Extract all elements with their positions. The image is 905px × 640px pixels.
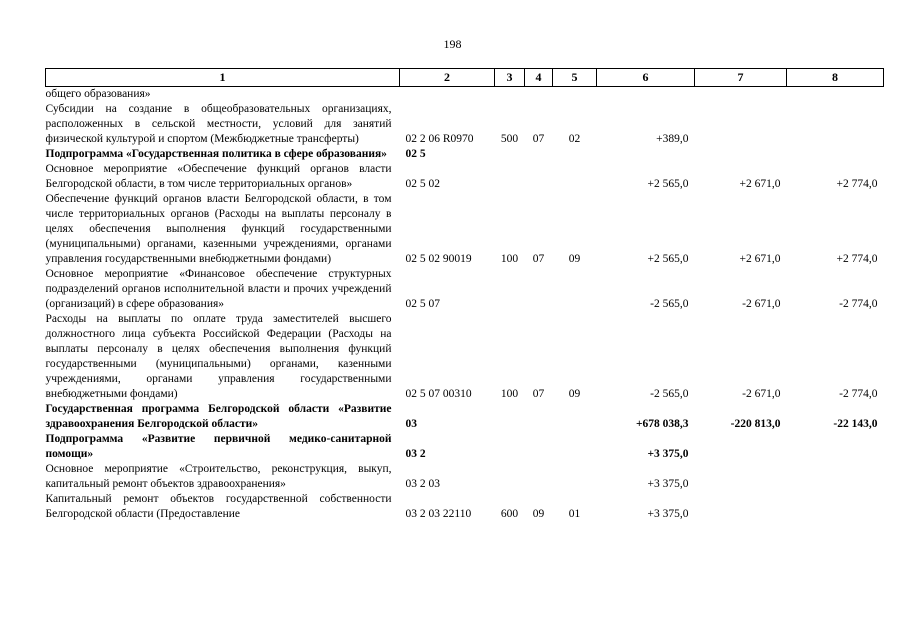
row-subsection — [553, 432, 597, 462]
row-amount-2: +2 671,0 — [739, 253, 781, 265]
row-amount-2: -2 671,0 — [742, 298, 781, 310]
row-amount-2 — [695, 462, 787, 492]
row-code: 03 2 03 — [405, 478, 440, 490]
row-amount-1: +3 375,0 — [647, 448, 689, 460]
header-col-4: 4 — [525, 69, 553, 87]
budget-table — [45, 68, 884, 522]
row-amount-2: +2 671,0 — [739, 178, 781, 190]
row-amount-3: +2 774,0 — [836, 178, 878, 190]
row-amount-3: -2 774,0 — [839, 388, 878, 400]
row-section — [525, 147, 553, 162]
row-code — [400, 87, 495, 103]
row-subsection: 09 — [568, 388, 581, 400]
row-amount-3 — [787, 432, 884, 462]
table-row — [46, 267, 884, 312]
header-col-5: 5 — [553, 69, 597, 87]
row-amount-1 — [597, 147, 695, 162]
page-number: 198 — [443, 37, 462, 51]
row-amount-1: +3 375,0 — [647, 478, 689, 490]
row-expense-type: 100 — [500, 388, 519, 400]
row-section: 07 — [532, 253, 545, 265]
table-row — [46, 312, 884, 402]
header-col-7: 7 — [695, 69, 787, 87]
row-amount-1: -2 565,0 — [650, 298, 689, 310]
row-section: 09 — [532, 508, 545, 520]
row-description: Подпрограмма «Государственная политика в сфере образования» — [45, 148, 387, 160]
table-row — [46, 492, 884, 522]
row-description: Основное мероприятие «Строительство, реконструкция, выкуп, капитальный ремонт объектов здравоохранения» — [45, 463, 392, 490]
row-expense-type — [495, 162, 525, 192]
row-expense-type — [495, 147, 525, 162]
row-amount-3 — [787, 102, 884, 147]
row-amount-1: +2 565,0 — [647, 178, 689, 190]
row-expense-type: 500 — [500, 133, 519, 145]
row-description: Субсидии на создание в общеобразовательных организациях, расположенных в сельской местности, условий для занятий физической культурой и спортом (Межбюджетные трансферты) — [45, 103, 392, 145]
row-amount-2: -2 671,0 — [742, 388, 781, 400]
row-section — [525, 162, 553, 192]
row-description: Обеспечение функций органов власти Белгородской области, в том числе территориальных органов (Расходы на выплаты персоналу в целях обеспечения выполнения функций государственными (муниципальными) органами, казенными учреждениями, органами управления государственными внебюджетными фондами) — [45, 193, 392, 265]
table-row — [46, 147, 884, 162]
row-description: Подпрограмма «Развитие первичной медико-санитарной помощи» — [45, 433, 392, 460]
row-amount-1: +3 375,0 — [647, 508, 689, 520]
table-row — [46, 402, 884, 432]
row-code: 03 2 — [405, 448, 426, 460]
table-row — [46, 102, 884, 147]
row-amount-1: +678 038,3 — [635, 418, 689, 430]
row-amount-2 — [695, 102, 787, 147]
row-code: 03 2 03 22110 — [405, 508, 472, 520]
row-expense-type — [495, 87, 525, 103]
header-row — [46, 69, 884, 87]
row-amount-3 — [787, 492, 884, 522]
row-amount-1: +2 565,0 — [647, 253, 689, 265]
row-subsection — [553, 147, 597, 162]
row-amount-3 — [787, 87, 884, 103]
row-code: 02 5 02 — [405, 178, 440, 190]
row-section — [525, 87, 553, 103]
header-col-1: 1 — [46, 69, 400, 87]
row-subsection — [553, 87, 597, 103]
row-amount-1: -2 565,0 — [650, 388, 689, 400]
row-subsection — [553, 267, 597, 312]
row-description: общего образования» — [45, 88, 151, 100]
row-expense-type — [495, 462, 525, 492]
header-col-6: 6 — [597, 69, 695, 87]
row-section: 07 — [532, 388, 545, 400]
row-amount-3 — [787, 147, 884, 162]
row-description: Расходы на выплаты по оплате труда заместителей высшего должностного лица субъекта Российской Федерации (Расходы на выплаты персоналу в целях обеспечения выполнения функций государственными (муниципальными) органами, казенными учреждениями, органами управления государственными внебюджетными фондами) — [45, 313, 392, 400]
table-row — [46, 87, 884, 103]
row-subsection: 09 — [568, 253, 581, 265]
row-description: Государственная программа Белгородской области «Развитие здравоохранения Белгородской области» — [45, 403, 392, 430]
row-subsection — [553, 462, 597, 492]
row-amount-2: -220 813,0 — [730, 418, 781, 430]
row-expense-type — [495, 402, 525, 432]
row-code: 02 5 — [405, 148, 426, 160]
row-code: 02 5 02 90019 — [405, 253, 472, 265]
table-row — [46, 432, 884, 462]
row-section — [525, 402, 553, 432]
row-subsection: 02 — [568, 133, 581, 145]
row-amount-1 — [597, 87, 695, 103]
row-amount-2 — [695, 147, 787, 162]
header-col-8: 8 — [787, 69, 884, 87]
row-section — [525, 267, 553, 312]
row-amount-1: +389,0 — [656, 133, 689, 145]
row-code: 03 — [405, 418, 417, 430]
row-expense-type — [495, 432, 525, 462]
row-section: 07 — [532, 133, 545, 145]
row-description: Основное мероприятие «Финансовое обеспечение структурных подразделений органов исполнительной власти и прочих учреждений (организаций) в сфере образования» — [45, 268, 392, 310]
row-amount-2 — [695, 432, 787, 462]
row-expense-type: 600 — [500, 508, 519, 520]
row-description: Основное мероприятие «Обеспечение функций органов власти Белгородской области, в том числе территориальных органов» — [45, 163, 392, 190]
row-section — [525, 432, 553, 462]
row-section — [525, 462, 553, 492]
row-expense-type — [495, 267, 525, 312]
row-code: 02 2 06 R0970 — [405, 133, 474, 145]
table-row — [46, 192, 884, 267]
row-subsection — [553, 162, 597, 192]
header-col-2: 2 — [400, 69, 495, 87]
header-col-3: 3 — [495, 69, 525, 87]
row-description: Капитальный ремонт объектов государственной собственности Белгородской области (Предоставление — [45, 493, 392, 520]
table-row — [46, 462, 884, 492]
row-subsection: 01 — [568, 508, 581, 520]
row-amount-2 — [695, 87, 787, 103]
table-row — [46, 162, 884, 192]
row-expense-type: 100 — [500, 253, 519, 265]
row-code: 02 5 07 00310 — [405, 388, 472, 400]
row-amount-3: -22 143,0 — [833, 418, 878, 430]
row-amount-3: +2 774,0 — [836, 253, 878, 265]
row-amount-3: -2 774,0 — [839, 298, 878, 310]
row-code: 02 5 07 — [405, 298, 440, 310]
row-amount-3 — [787, 462, 884, 492]
row-amount-2 — [695, 492, 787, 522]
row-subsection — [553, 402, 597, 432]
